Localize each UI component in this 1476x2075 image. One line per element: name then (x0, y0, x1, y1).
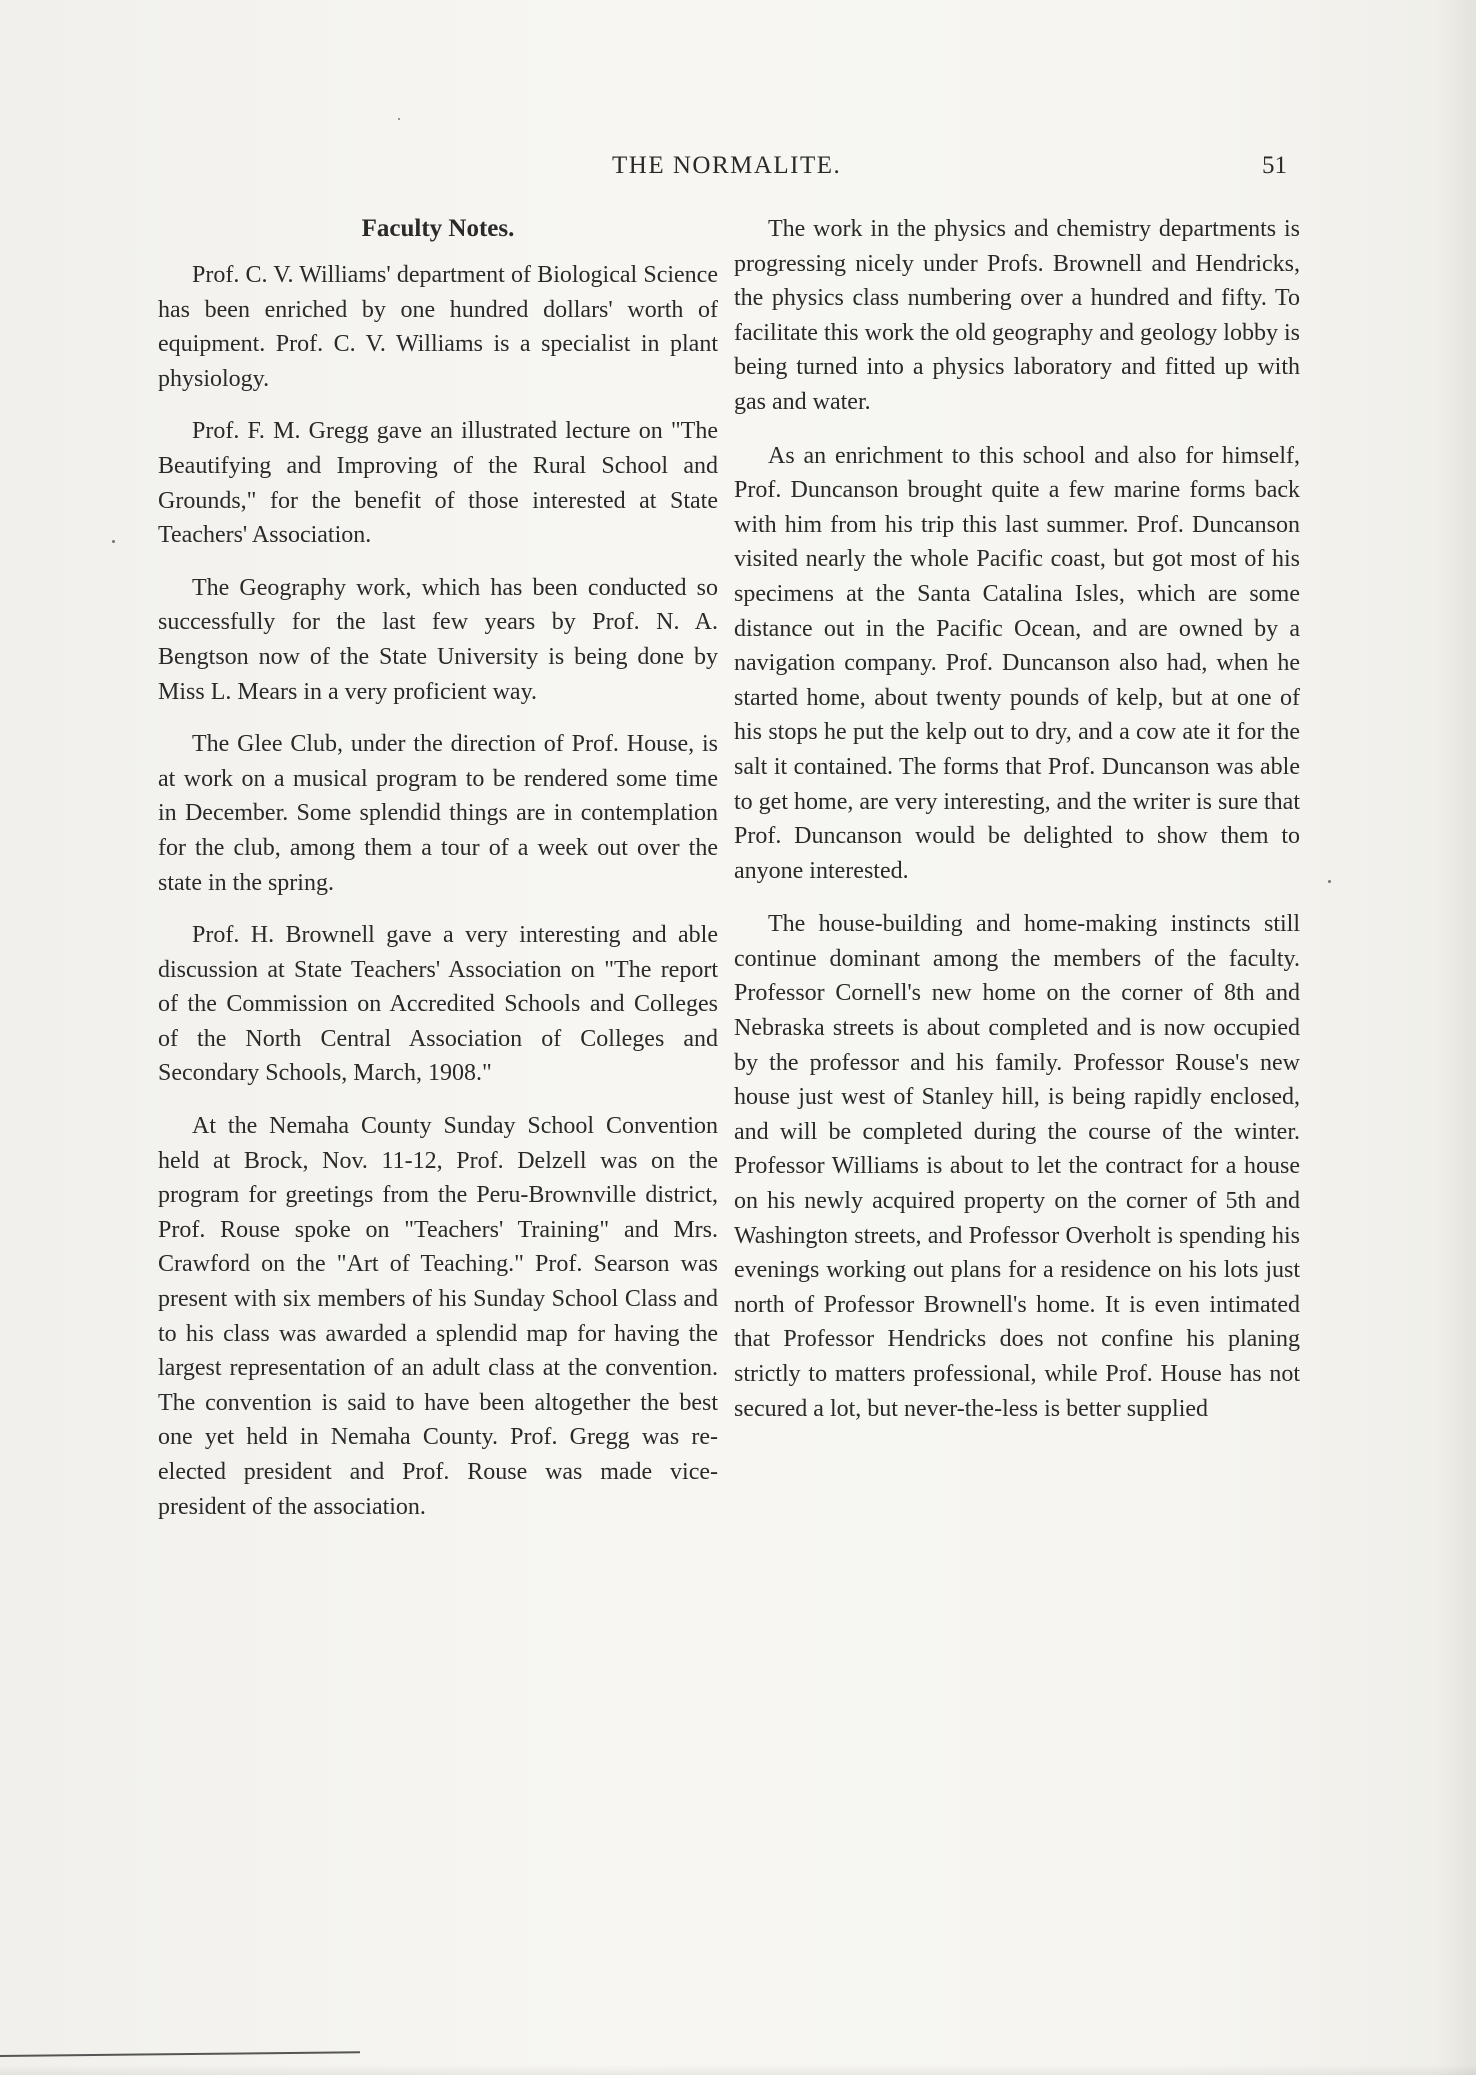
scan-speck (1328, 880, 1331, 883)
page-bottom-rule (0, 2051, 360, 2057)
running-header (0, 152, 1476, 192)
paragraph: As an enrichment to this school and also for himself, Prof. Duncanson brought quite a few marine forms back with him from his trip this last summer. Prof. Duncanson visited nearly the whole Pacific coast, but got most of his specimens at the Santa Catalina Isles, which are some distance out in the Pacific Ocean, and are owned by a navigation company. Prof. Duncanson also had, when he started home, about twenty pounds of kelp, but at one of his stops he put the kelp out to dry, and a cow ate it for the salt it contained. The forms that Prof. Duncanson was able to get home, are very interesting, and the writer is sure that Prof. Duncanson would be delighted to show them to anyone interested. (734, 442, 1300, 884)
paragraph: The Geography work, which has been conducted so successfully for the last few years by Prof. N. A. Bengtson now of the State University is being done by Miss L. Mears in a very proficient way. (158, 574, 718, 705)
section-title: Faculty Notes. (361, 215, 515, 242)
paragraph: Prof. F. M. Gregg gave an illustrated lecture on "The Beautifying and Improving of the Rural School and Grounds," for the benefit of those interested at State Teachers' Association. (158, 418, 718, 549)
paragraph: The Glee Club, under the direction of Prof. House, is at work on a musical program to be rendered some time in December. Some splendid things are in contemplation for the club, among them a tour of a week out over the state in the spring. (158, 731, 718, 896)
paragraph: Prof. H. Brownell gave a very interesting and able discussion at State Teachers' Association on "The report of the Commission on Accredited Schools and Colleges of the North Central Association of Colleges and Secondary Schools, March, 1908." (158, 922, 718, 1087)
left-column (158, 212, 718, 1972)
paragraph: The house-building and home-making instincts still continue dominant among the members of the faculty. Professor Cornell's new home on the corner of 8th and Nebraska streets is about completed and is now occupied by the professor and his family. Professor Rouse's new house just west of Stanley hill, is being rapidly enclosed, and will be completed during the course of the winter. Professor Williams is about to let the contract for a house on his newly acquired property on the corner of 5th and Washington streets, and Professor Overholt is spending his evenings working out plans for a residence on his lots just north of Professor Brownell's home. It is even intimated that Professor Hendricks does not confine his planing strictly to matters professional, while Prof. House has not secured a lot, but never-the-less is better supplied (734, 911, 1300, 1422)
page-edge-shadow (1436, 0, 1476, 2075)
scan-speck (398, 118, 400, 120)
page-number: 51 (1262, 152, 1287, 179)
paragraph: The work in the physics and chemistry departments is progressing nicely under Profs. Brownell and Hendricks, the physics class numbering over a hundred and fifty. To facilitate this work the old geography and geology lobby is being turned into a physics laboratory and fitted up with gas and water. (734, 216, 1300, 415)
right-column (734, 212, 1300, 1972)
running-title: THE NORMALITE. (612, 152, 842, 179)
paragraph: At the Nemaha County Sunday School Convention held at Brock, Nov. 11-12, Prof. Delzell was on the program for greetings from the Peru-Brownville district, Prof. Rouse spoke on "Teachers' Training" and Mrs. Crawford on the "Art of Teaching." Prof. Searson was present with six members of his Sunday School Class and to his class was awarded a splendid map for having the largest representation of an adult class at the convention. The convention is said to have been altogether the best one yet held in Nemaha County. Prof. Gregg was re-elected president and Prof. Rouse was made vice-president of the association. (158, 1113, 718, 1520)
scan-speck (112, 540, 115, 543)
page-bottom-edge (0, 2065, 1476, 2075)
paragraph: Prof. C. V. Williams' department of Biological Science has been enriched by one hundred dollars' worth of equipment. Prof. C. V. Williams is a specialist in plant physiology. (158, 262, 718, 392)
